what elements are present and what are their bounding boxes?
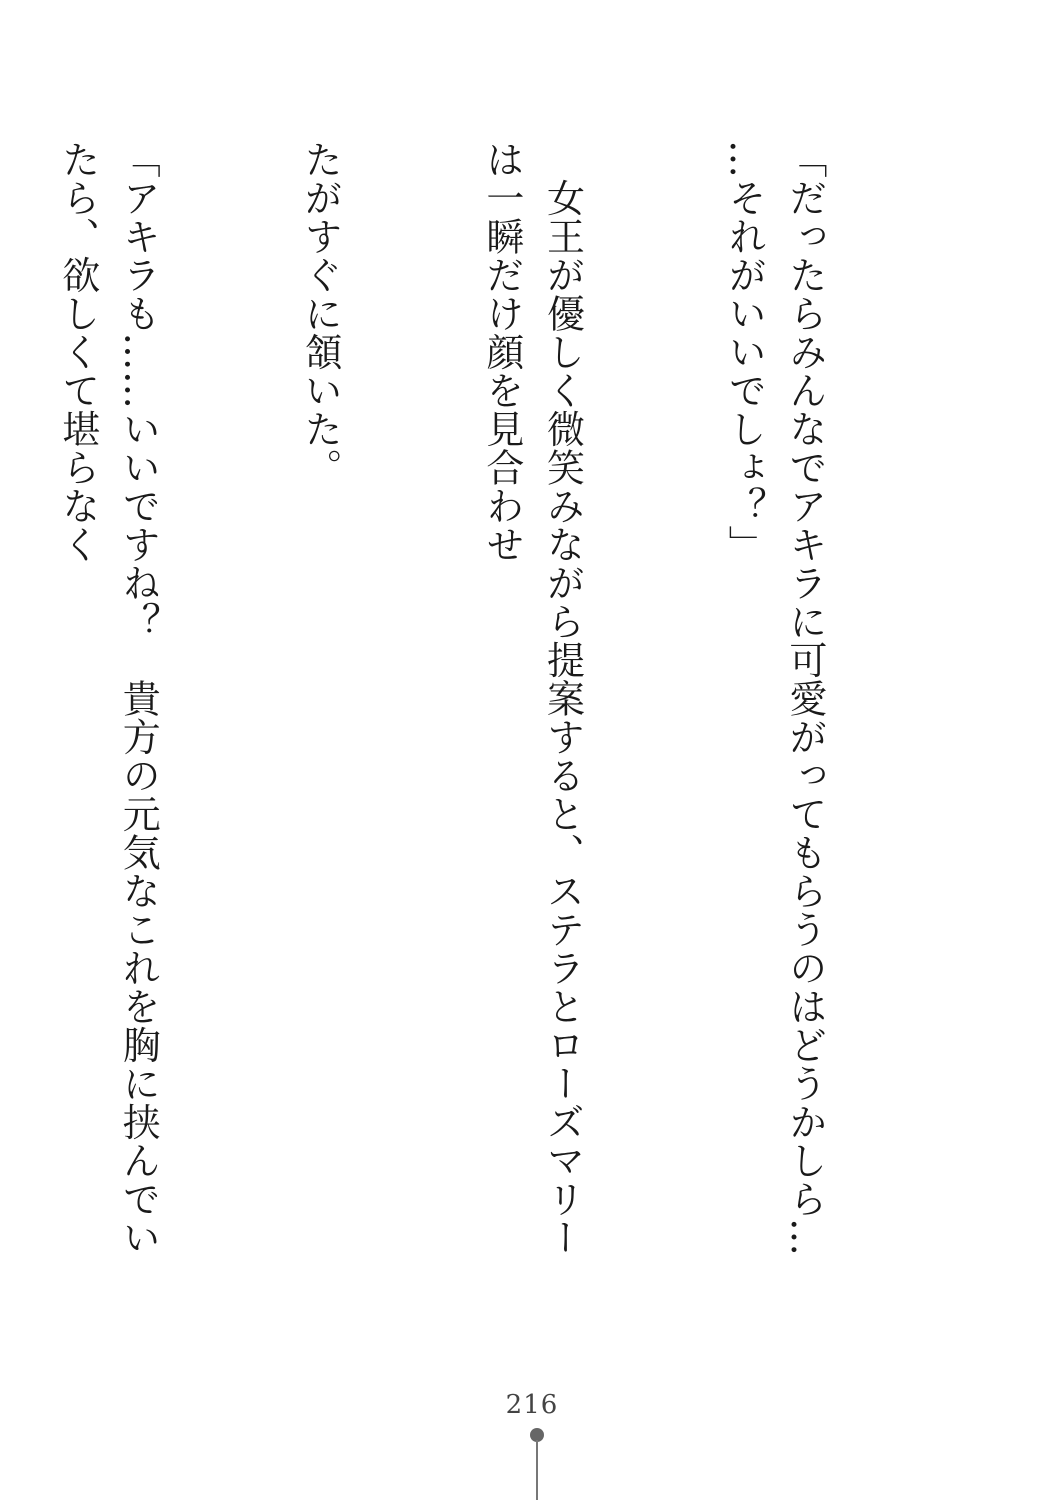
folio-ornament-line <box>536 1440 538 1500</box>
text-line-4: 「アキラも……いいですね？ 貴方の元気なこれを胸に挟んでいたら、欲しくて堪らなく <box>55 140 161 1257</box>
text-line-3: たがすぐに頷いた。 <box>298 140 343 487</box>
text-line-2: 女王が優しく微笑みながら提案すると、ステラとローズマリーは一瞬だけ顔を見合わせ <box>479 140 585 1257</box>
vertical-text-body <box>0 140 956 1290</box>
page-number: 216 <box>505 1390 559 1420</box>
text-line-1: 「だったらみんなでアキラに可愛がってもらうのはどうかしら……それがいいでしょ？」 <box>722 140 827 1257</box>
